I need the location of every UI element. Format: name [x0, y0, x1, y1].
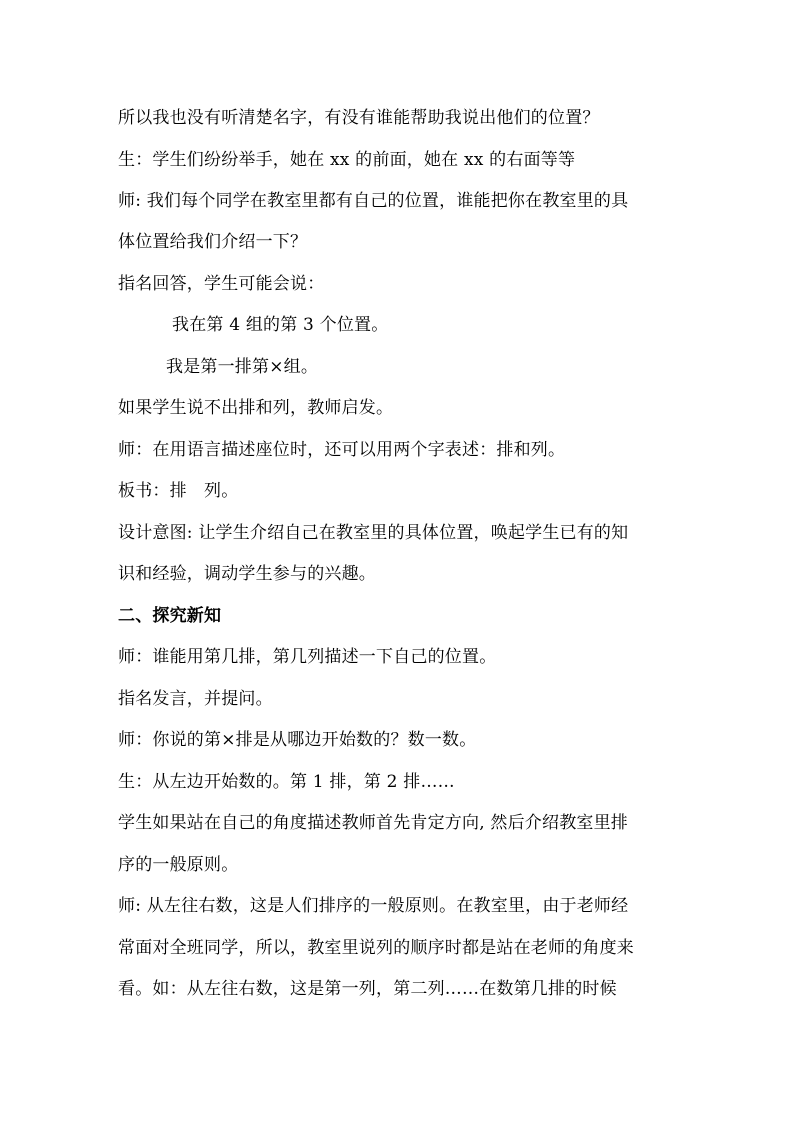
text-line-21: 常面对全班同学，所以，教室里说列的顺序时都是站在老师的角度来 [118, 938, 634, 958]
text-line-20: 师: 从左往右数，这是人们排序的一般原则。在教室里，由于老师经 [118, 896, 629, 916]
text-line-5: 指名回答，学生可能会说： [118, 274, 325, 294]
text-line-7: 我是第一排第×组。 [166, 357, 319, 377]
text-line-12: 识和经验，调动学生参与的兴趣。 [118, 564, 376, 584]
text-line-10: 板书：排 列。 [118, 481, 239, 501]
text-line-3: 师: 我们每个同学在教室里都有自己的位置，谁能把你在教室里的具 [118, 191, 629, 211]
text-line-14: 师：谁能用第几排，第几列描述一下自己的位置。 [118, 647, 497, 667]
text-line-17: 生：从左边开始数的。第 1 排，第 2 排…… [118, 772, 455, 792]
text-line-1: 所以我也没有听清楚名字，有没有谁能帮助我说出他们的位置？ [118, 108, 600, 128]
text-line-18: 学生如果站在自己的角度描述教师首先肯定方向, 然后介绍教室里排 [118, 813, 629, 833]
text-line-11: 设计意图: 让学生介绍自己在教室里的具体位置，唤起学生已有的知 [118, 523, 629, 543]
text-line-4: 体位置给我们介绍一下？ [118, 232, 308, 252]
text-line-9: 师：在用语言描述座位时，还可以用两个字表述：排和列。 [118, 440, 566, 460]
text-line-8: 如果学生说不出排和列，教师启发。 [118, 398, 394, 418]
text-line-16: 师：你说的第×排是从哪边开始数的？数一数。 [118, 730, 477, 750]
text-line-19: 序的一般原则。 [118, 855, 239, 875]
text-line-6: 我在第 4 组的第 3 个位置。 [172, 315, 389, 335]
text-line-2: 生：学生们纷纷举手，她在 xx 的前面，她在 xx 的右面等等 [118, 150, 576, 170]
section-heading: 二、探究新知 [118, 606, 222, 626]
text-line-15: 指名发言，并提问。 [118, 689, 273, 709]
text-line-22: 看。如：从左往右数，这是第一列，第二列……在数第几排的时候 [118, 979, 617, 999]
